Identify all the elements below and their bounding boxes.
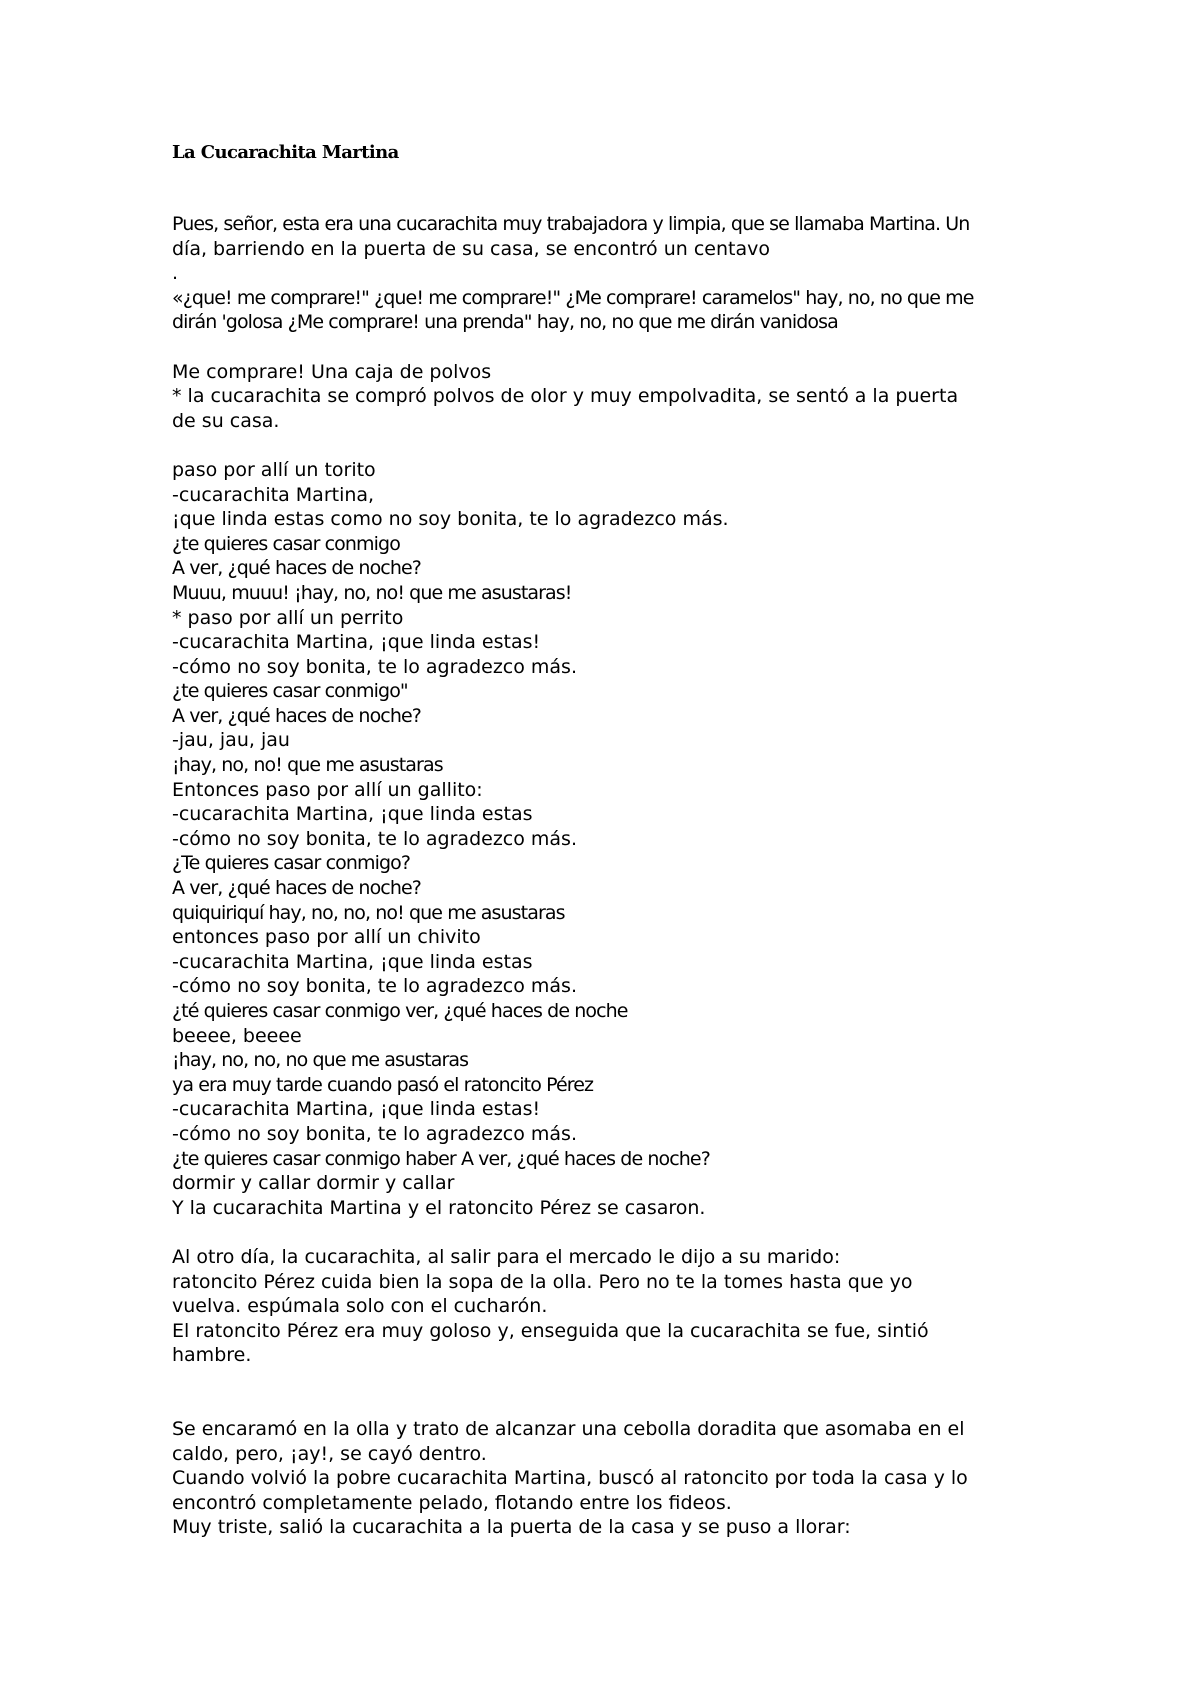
text-line: -cucarachita Martina, ¡que linda estas bbox=[172, 803, 533, 826]
text-line: encontró completamente pelado, flotando entre los fideos. bbox=[172, 1491, 732, 1514]
text-line: ¡hay, no, no! que me asustaras bbox=[172, 754, 443, 777]
blank-line bbox=[172, 1368, 1052, 1393]
text-line: -cómo no soy bonita, te lo agradezco más. bbox=[172, 655, 577, 678]
text-line: ¿te quieres casar conmigo haber A ver, ¿qué haces de noche? bbox=[172, 1147, 710, 1170]
text-line: caldo, pero, ¡ay!, se cayó dentro. bbox=[172, 1442, 487, 1465]
text-line: dormir y callar dormir y callar bbox=[172, 1172, 455, 1195]
text-line: quiquiriquí hay, no, no, no! que me asustaras bbox=[172, 901, 565, 924]
text-line: ya era muy tarde cuando pasó el ratoncito Pérez bbox=[172, 1073, 594, 1096]
text-line: ¿té quieres casar conmigo ver, ¿qué haces de noche bbox=[172, 1000, 628, 1022]
text-line: dirán 'golosa ¿Me comprare! una prenda" hay, no, no que me dirán vanidosa bbox=[172, 311, 838, 334]
text-line: paso por allí un torito bbox=[172, 458, 376, 481]
text-line: -cucarachita Martina, ¡que linda estas bbox=[172, 950, 533, 973]
text-line: Y la cucarachita Martina y el ratoncito Pérez se casaron. bbox=[172, 1196, 706, 1219]
text-line: -cucarachita Martina, bbox=[172, 483, 375, 506]
text-line: ¿te quieres casar conmigo" bbox=[172, 680, 408, 703]
text-line: Pues, señor, esta era una cucarachita muy trabajadora y limpia, que se llamaba Martina. Un bbox=[172, 213, 970, 235]
text-line: ¡hay, no, no, no que me asustaras bbox=[172, 1049, 469, 1072]
text-line: . bbox=[172, 262, 179, 285]
text-line: * paso por allí un perrito bbox=[172, 606, 404, 629]
text-line: hambre. bbox=[172, 1344, 252, 1367]
text-line: -cómo no soy bonita, te lo agradezco más. bbox=[172, 827, 577, 850]
text-line: Muy triste, salió la cucarachita a la puerta de la casa y se puso a llorar: bbox=[172, 1516, 851, 1539]
text-line: ¿Te quieres casar conmigo? bbox=[172, 852, 411, 875]
text-line: A ver, ¿qué haces de noche? bbox=[172, 557, 421, 580]
text-line: -jau, jau, jau bbox=[172, 729, 290, 752]
text-line: * la cucarachita se compró polvos de olor y muy empolvadita, se sentó a la puerta bbox=[172, 385, 959, 408]
blank-line bbox=[172, 1393, 1052, 1418]
text-line: ratoncito Pérez cuida bien la sopa de la olla. Pero no te la tomes hasta que yo bbox=[172, 1270, 913, 1293]
text-line: Entonces paso por allí un gallito: bbox=[172, 778, 483, 801]
document-title: La Cucarachita Martina bbox=[172, 142, 399, 163]
text-line: Cuando volvió la pobre cucarachita Martina, buscó al ratoncito por toda la casa y lo bbox=[172, 1467, 968, 1490]
text-line: A ver, ¿qué haces de noche? bbox=[172, 877, 421, 900]
blank-line bbox=[172, 335, 1052, 360]
text-line: de su casa. bbox=[172, 409, 280, 432]
blank-line bbox=[172, 1220, 1052, 1245]
text-line: Me comprare! Una caja de polvos bbox=[172, 360, 492, 383]
text-line: -cómo no soy bonita, te lo agradezco más. bbox=[172, 1122, 577, 1145]
text-line: beeee, beeee bbox=[172, 1024, 302, 1047]
blank-line bbox=[172, 433, 1052, 458]
text-line: Al otro día, la cucarachita, al salir para el mercado le dijo a su marido: bbox=[172, 1245, 841, 1268]
text-line: día, barriendo en la puerta de su casa, se encontró un centavo bbox=[172, 237, 770, 260]
text-line: ¿te quieres casar conmigo bbox=[172, 532, 400, 555]
text-line: -cucarachita Martina, ¡que linda estas! bbox=[172, 631, 541, 654]
text-line: -cómo no soy bonita, te lo agradezco más. bbox=[172, 975, 577, 998]
text-line: Muuu, muuu! ¡hay, no, no! que me asustaras! bbox=[172, 581, 572, 604]
text-line: «¿que! me comprare!" ¿que! me comprare!" ¿Me comprare! caramelos" hay, no, no que me bbox=[172, 286, 974, 309]
text-line: -cucarachita Martina, ¡que linda estas! bbox=[172, 1098, 541, 1121]
text-line: El ratoncito Pérez era muy goloso y, enseguida que la cucarachita se fue, sintió bbox=[172, 1319, 929, 1342]
document-body bbox=[172, 212, 1052, 1540]
text-line: ¡que linda estas como no soy bonita, te lo agradezco más. bbox=[172, 508, 729, 531]
text-line: A ver, ¿qué haces de noche? bbox=[172, 704, 421, 727]
text-line: vuelva. espúmala solo con el cucharón. bbox=[172, 1295, 548, 1318]
text-line: entonces paso por allí un chivito bbox=[172, 926, 481, 949]
text-line: Se encaramó en la olla y trato de alcanzar una cebolla doradita que asomaba en el bbox=[172, 1418, 965, 1441]
